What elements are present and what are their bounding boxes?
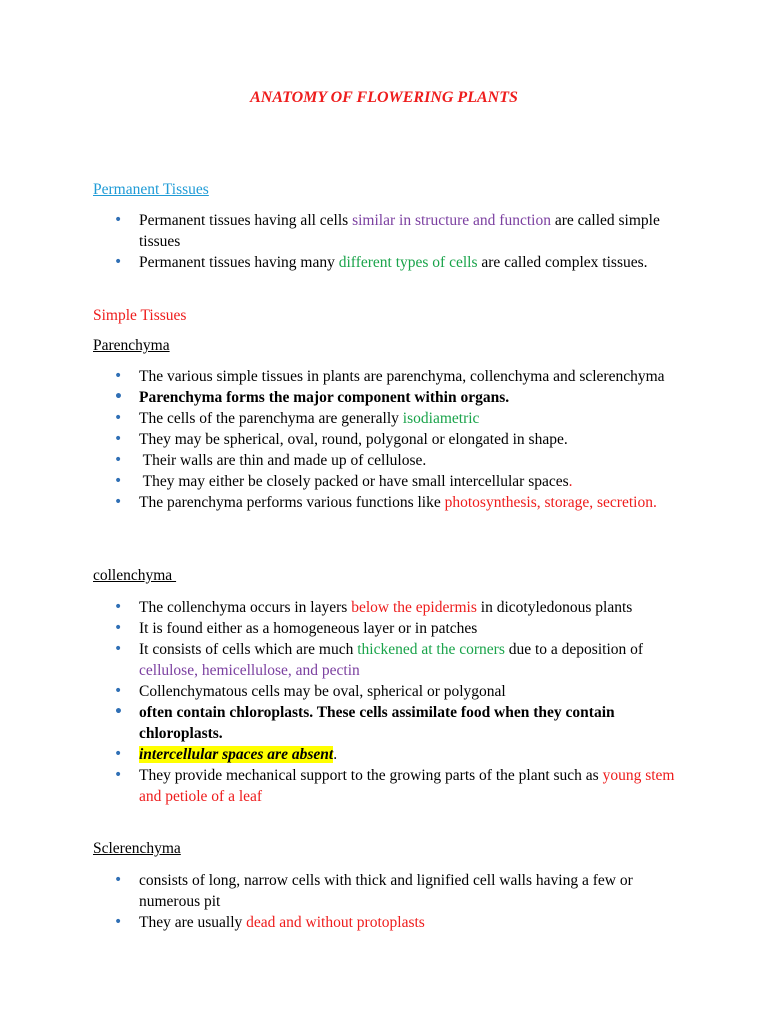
permanent-tissues-list [139, 210, 689, 273]
collenchyma-list [139, 597, 689, 807]
list-item: • They may either be closely packed or have small intercellular spaces. [139, 471, 689, 492]
list-item: • It is found either as a homogeneous layer or in patches [139, 618, 689, 639]
list-item: • intercellular spaces are absent. [139, 744, 689, 765]
list-item: • They provide mechanical support to the growing parts of the plant such as young stem and petiole of a leaf [139, 765, 689, 807]
highlight-text: young stem and petiole of a leaf [139, 767, 675, 805]
list-item: • The parenchyma performs various functions like photosynthesis, storage, secretion. [139, 492, 689, 513]
heading-collenchyma: collenchyma [93, 567, 177, 584]
heading-simple-tissues: Simple Tissues [93, 307, 187, 324]
list-item: • Permanent tissues having all cells similar in structure and function are called simple tissues [139, 210, 689, 252]
parenchyma-list [139, 366, 689, 513]
sclerenchyma-list [139, 870, 689, 933]
heading-sclerenchyma: Sclerenchyma [93, 840, 181, 857]
list-item: • They are usually dead and without protoplasts [139, 912, 689, 933]
highlight-text: cellulose, hemicellulose, and pectin [139, 662, 360, 679]
heading-permanent-tissues: Permanent Tissues [93, 181, 209, 198]
highlighted-phrase: intercellular spaces are absent [139, 746, 334, 763]
highlight-text: different types of cells [338, 254, 478, 271]
list-item: • They may be spherical, oval, round, polygonal or elongated in shape. [139, 429, 689, 450]
highlight-text: similar in structure and function [352, 212, 551, 229]
list-item: • Collenchymatous cells may be oval, spherical or polygonal [139, 681, 689, 702]
highlight-text: dead and without protoplasts [246, 914, 425, 931]
document-title: ANATOMY OF FLOWERING PLANTS [250, 89, 518, 106]
list-item: • often contain chloroplasts. These cells assimilate food when they contain chloroplasts. [139, 702, 689, 744]
list-item: • The cells of the parenchyma are generally isodiametric [139, 408, 689, 429]
list-item: • The collenchyma occurs in layers below the epidermis in dicotyledonous plants [139, 597, 689, 618]
highlight-text: isodiametric [402, 410, 480, 427]
list-item: • consists of long, narrow cells with thick and lignified cell walls having a few or numerous pit [139, 870, 689, 912]
heading-parenchyma: Parenchyma [93, 337, 170, 354]
highlight-text: below the epidermis [351, 599, 477, 616]
list-item: • It consists of cells which are much thickened at the corners due to a deposition of cellulose, hemicellulose, and pectin [139, 639, 689, 681]
list-item: • The various simple tissues in plants are parenchyma, collenchyma and sclerenchyma [139, 366, 689, 387]
list-item: • Their walls are thin and made up of cellulose. [139, 450, 689, 471]
list-item: • Permanent tissues having many different types of cells are called complex tissues. [139, 252, 689, 273]
list-item: • Parenchyma forms the major component within organs. [139, 387, 689, 408]
highlight-text: photosynthesis, storage, secretion. [444, 494, 657, 511]
highlight-text: thickened at the corners [357, 641, 505, 658]
